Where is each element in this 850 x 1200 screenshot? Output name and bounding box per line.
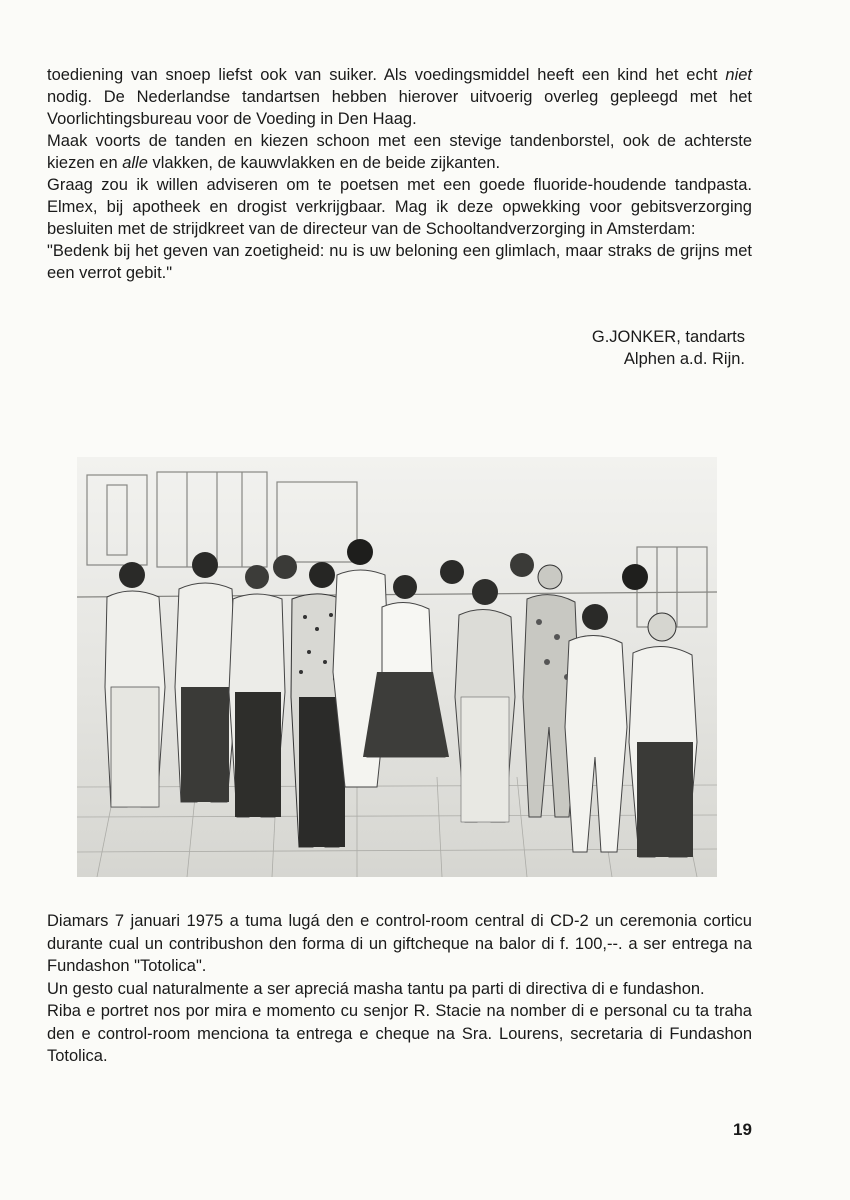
paragraph-3: Graag zou ik willen adviseren om te poetsen met een goede fluoride-houdende tandpasta. Elmex, bij apotheek en drogist verkrijgbaar. Mag ik deze opwekking voor gebitsverzorging besluiten met de strijdkreet van de directeur van de Schooltandverzorging in Amsterdam: (47, 176, 752, 238)
photo-caption (47, 910, 752, 1068)
group-photo-illustration (77, 457, 717, 877)
author-place: Alphen a.d. Rijn. (623, 350, 745, 368)
caption-paragraph-1: Diamars 7 januari 1975 a tuma lugá den e control-room central di CD-2 un ceremonia corticu durante cual un contribushon den forma di un giftcheque na balor di f. 100,--. a ser entrega na Fundashon "Totolica". (47, 912, 752, 975)
paragraph-1 (47, 64, 752, 130)
paragraph-2-rest: vlakken, de kauwvlakken en de beide zijkanten. (147, 154, 501, 172)
author-signature (592, 326, 745, 370)
paragraph-2 (47, 130, 752, 174)
paragraph-1-text: toediening van snoep liefst ook van suiker. Als voedingsmiddel heeft een kind het echt (47, 66, 726, 84)
caption-paragraph-3: Riba e portret nos por mira e momento cu senjor R. Stacie na nomber di e personal cu ta traha den e control-room menciona ta entrega e cheque na Sra. Lourens, secretaria di Fundashon Totolica. (47, 1002, 752, 1065)
article-text (47, 64, 752, 284)
emphasis-alle: alle (122, 154, 148, 172)
author-name: G.JONKER, tandarts (591, 328, 745, 346)
paragraph-2-text: Maak voorts de tanden en kiezen schoon met een stevige tandenborstel, ook de achterste kiezen en (47, 132, 752, 172)
paragraph-4-quote: "Bedenk bij het geven van zoetigheid: nu is uw beloning een glimlach, maar straks de grijns met een verrot gebit." (47, 242, 752, 282)
paragraph-1-rest: nodig. De Nederlandse tandartsen hebben hierover uitvoerig overleg gepleegd met het Voorlichtingsbureau voor de Voeding in Den Haag. (47, 88, 752, 128)
emphasis-niet: niet (725, 66, 752, 84)
group-photo (77, 457, 717, 877)
caption-paragraph-2: Un gesto cual naturalmente a ser apreciá masha tantu pa parti di directiva di e fundashon. (47, 979, 705, 998)
page-number: 19 (733, 1120, 752, 1139)
